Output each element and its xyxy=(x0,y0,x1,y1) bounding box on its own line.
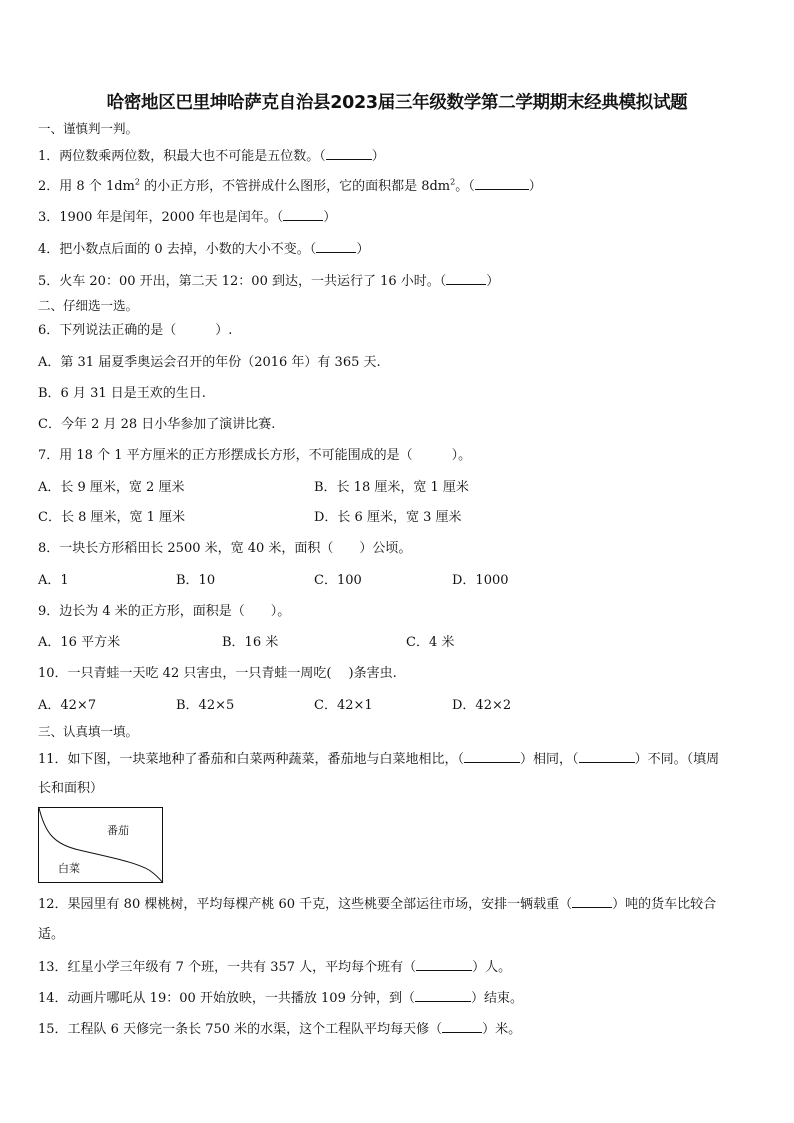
question-13: 13．红星小学三年级有 7 个班，一共有 357 人，平均每个班有（ ）人。 xyxy=(38,960,512,975)
option-10b[interactable]: B．42×5 xyxy=(176,698,235,713)
option-6c[interactable]: C．今年 2 月 28 日小华参加了演讲比赛. xyxy=(38,417,276,432)
question-14: 14．动画片哪吒从 19：00 开始放映，一共播放 109 分钟，到（ ）结束。 xyxy=(38,991,523,1006)
option-7d[interactable]: D．长 6 厘米，宽 3 厘米 xyxy=(314,510,462,525)
question-5: 5．火车 20：00 开出，第二天 12：00 到达，一共运行了 16 小时。（ ） xyxy=(38,274,500,289)
answer-blank[interactable] xyxy=(572,895,612,908)
question-1: 1．两位数乘两位数，积最大也不可能是五位数。（ ） xyxy=(38,149,385,164)
option-7c[interactable]: C．长 8 厘米，宽 1 厘米 xyxy=(38,510,186,525)
answer-blank[interactable] xyxy=(415,989,471,1002)
section-heading-fill: 三、认真填一填。 xyxy=(38,724,139,739)
section-heading-choose: 二、仔细选一选。 xyxy=(38,298,139,313)
question-7-stem: 7．用 18 个 1 平方厘米的正方形摆成长方形，不可能围成的是（ ）。 xyxy=(38,448,472,463)
question-1-text: 1．两位数乘两位数，积最大也不可能是五位数。（ xyxy=(38,149,326,164)
option-7b[interactable]: B．长 18 厘米，宽 1 厘米 xyxy=(314,480,469,495)
option-8c[interactable]: C．100 xyxy=(314,573,362,588)
question-2: 2．用 8 个 $1dm^2$ 的小正方形，不管拼成什么图形，它的面积都是 $8dm^2$。（ ） xyxy=(38,177,542,194)
question-11-line2: 长和面积） xyxy=(38,781,104,796)
question-11: 11．如下图，一块菜地种了番茄和白菜两种蔬菜，番茄地与白菜地相比，（ ）相同，（ ）不同。（填周 xyxy=(38,752,720,767)
option-7a[interactable]: A．长 9 厘米，宽 2 厘米 xyxy=(38,480,185,495)
question-15: 15．工程队 6 天修完一条长 750 米的水渠，这个工程队平均每天修（ ）米。 xyxy=(38,1022,522,1037)
option-9a[interactable]: A．16 平方米 xyxy=(38,635,121,650)
answer-blank[interactable] xyxy=(464,750,520,763)
answer-blank[interactable] xyxy=(579,750,635,763)
option-6a[interactable]: A．第 31 届夏季奥运会召开的年份（2016 年）有 365 天. xyxy=(38,355,381,370)
question-12: 12．果园里有 80 棵桃树，平均每棵产桃 60 千克，这些桃要全部运往市场，安排一辆载重（ ）吨的货车比较合 xyxy=(38,897,717,912)
tomato-label: 番茄 xyxy=(107,824,129,837)
question-9-stem: 9．边长为 4 米的正方形，面积是（ ）。 xyxy=(38,604,291,619)
question-12-line2: 适。 xyxy=(38,927,65,942)
answer-blank[interactable] xyxy=(442,1020,482,1033)
option-9b[interactable]: B．16 米 xyxy=(222,635,279,650)
question-8-stem: 8．一块长方形稻田长 2500 米，宽 40 米，面积（ ）公顷。 xyxy=(38,541,412,556)
option-10c[interactable]: C．42×1 xyxy=(314,698,373,713)
option-8a[interactable]: A．1 xyxy=(38,573,69,588)
answer-blank[interactable] xyxy=(283,208,323,221)
option-10a[interactable]: A．42×7 xyxy=(38,698,97,713)
question-6-stem: 6．下列说法正确的是（ ）. xyxy=(38,323,233,338)
section-heading-judge: 一、谨慎判一判。 xyxy=(38,121,139,136)
answer-blank[interactable] xyxy=(446,272,486,285)
answer-blank[interactable] xyxy=(326,147,372,160)
option-10d[interactable]: D．42×2 xyxy=(452,698,512,713)
vegetable-plot-figure xyxy=(38,807,163,883)
question-10-stem: 10．一只青蛙一天吃 42 只害虫，一只青蛙一周吃( )条害虫. xyxy=(38,666,397,681)
cabbage-label: 白菜 xyxy=(58,862,80,875)
question-3: 3．1900 年是闰年，2000 年也是闰年。（ ） xyxy=(38,210,337,225)
option-8b[interactable]: B．10 xyxy=(176,573,216,588)
option-9c[interactable]: C．4 米 xyxy=(406,635,455,650)
option-8d[interactable]: D．1000 xyxy=(452,573,509,588)
answer-blank[interactable] xyxy=(416,958,472,971)
answer-blank[interactable] xyxy=(316,240,356,253)
question-4: 4．把小数点后面的 0 去掉，小数的大小不变。（ ） xyxy=(38,242,370,257)
option-6b[interactable]: B．6 月 31 日是王欢的生日. xyxy=(38,386,206,401)
answer-blank[interactable] xyxy=(475,177,529,190)
page-title: 哈密地区巴里坤哈萨克自治县2023届三年级数学第二学期期末经典模拟试题 xyxy=(106,93,688,113)
